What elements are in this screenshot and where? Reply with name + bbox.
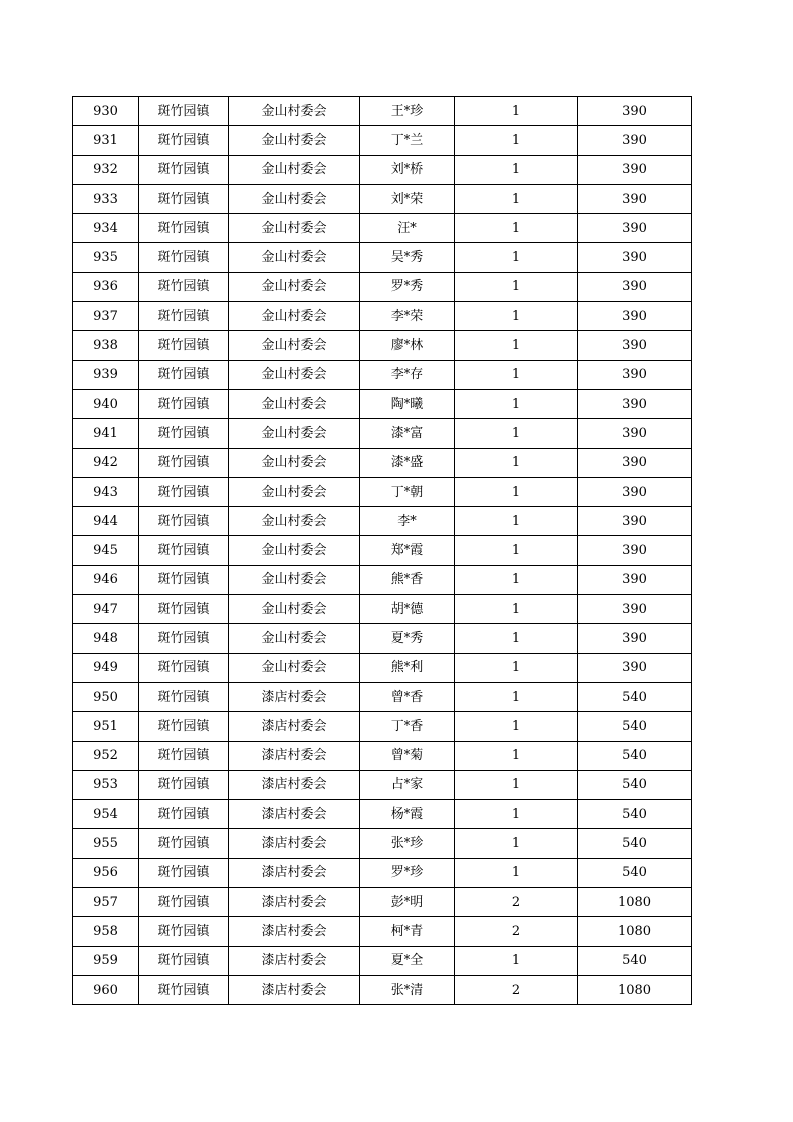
household-count-cell: 2 — [455, 917, 578, 946]
table-row — [73, 389, 692, 418]
village-committee-cell: 金山村委会 — [229, 126, 360, 155]
roster-table — [72, 96, 692, 1005]
name-cell: 丁*兰 — [360, 126, 455, 155]
serial-number-cell: 945 — [73, 536, 139, 565]
table-row — [73, 682, 692, 711]
town-cell: 斑竹园镇 — [139, 595, 229, 624]
name-cell: 丁*朝 — [360, 477, 455, 506]
name-cell: 郑*霞 — [360, 536, 455, 565]
village-committee-cell: 漆店村委会 — [229, 946, 360, 975]
household-count-cell: 1 — [455, 477, 578, 506]
serial-number-cell: 952 — [73, 741, 139, 770]
serial-number-cell: 939 — [73, 360, 139, 389]
name-cell: 漆*盛 — [360, 448, 455, 477]
town-cell: 斑竹园镇 — [139, 272, 229, 301]
household-count-cell: 1 — [455, 653, 578, 682]
household-count-cell: 1 — [455, 448, 578, 477]
serial-number-cell: 951 — [73, 712, 139, 741]
village-committee-cell: 金山村委会 — [229, 184, 360, 213]
name-cell: 王*珍 — [360, 97, 455, 126]
household-count-cell: 1 — [455, 536, 578, 565]
household-count-cell: 1 — [455, 800, 578, 829]
village-committee-cell: 金山村委会 — [229, 595, 360, 624]
name-cell: 熊*利 — [360, 653, 455, 682]
table-row — [73, 946, 692, 975]
serial-number-cell: 931 — [73, 126, 139, 155]
name-cell: 李*荣 — [360, 302, 455, 331]
amount-cell: 390 — [578, 419, 692, 448]
amount-cell: 540 — [578, 800, 692, 829]
name-cell: 廖*林 — [360, 331, 455, 360]
amount-cell: 390 — [578, 595, 692, 624]
name-cell: 夏*秀 — [360, 624, 455, 653]
village-committee-cell: 金山村委会 — [229, 302, 360, 331]
amount-cell: 1080 — [578, 917, 692, 946]
town-cell: 斑竹园镇 — [139, 389, 229, 418]
serial-number-cell: 943 — [73, 477, 139, 506]
serial-number-cell: 955 — [73, 829, 139, 858]
table-row — [73, 829, 692, 858]
town-cell: 斑竹园镇 — [139, 536, 229, 565]
serial-number-cell: 941 — [73, 419, 139, 448]
serial-number-cell: 950 — [73, 682, 139, 711]
table-row — [73, 858, 692, 887]
household-count-cell: 1 — [455, 624, 578, 653]
village-committee-cell: 漆店村委会 — [229, 712, 360, 741]
village-committee-cell: 金山村委会 — [229, 624, 360, 653]
village-committee-cell: 漆店村委会 — [229, 858, 360, 887]
table-row — [73, 565, 692, 594]
serial-number-cell: 959 — [73, 946, 139, 975]
table-row — [73, 741, 692, 770]
town-cell: 斑竹园镇 — [139, 155, 229, 184]
serial-number-cell: 949 — [73, 653, 139, 682]
village-committee-cell: 金山村委会 — [229, 360, 360, 389]
town-cell: 斑竹园镇 — [139, 946, 229, 975]
town-cell: 斑竹园镇 — [139, 624, 229, 653]
amount-cell: 540 — [578, 858, 692, 887]
household-count-cell: 1 — [455, 507, 578, 536]
table-row — [73, 917, 692, 946]
amount-cell: 540 — [578, 829, 692, 858]
town-cell: 斑竹园镇 — [139, 507, 229, 536]
amount-cell: 540 — [578, 946, 692, 975]
village-committee-cell: 漆店村委会 — [229, 888, 360, 917]
name-cell: 曾*香 — [360, 682, 455, 711]
amount-cell: 390 — [578, 214, 692, 243]
name-cell: 李* — [360, 507, 455, 536]
serial-number-cell: 930 — [73, 97, 139, 126]
household-count-cell: 1 — [455, 858, 578, 887]
name-cell: 张*清 — [360, 975, 455, 1004]
village-committee-cell: 金山村委会 — [229, 155, 360, 184]
village-committee-cell: 金山村委会 — [229, 653, 360, 682]
amount-cell: 540 — [578, 682, 692, 711]
table-row — [73, 624, 692, 653]
town-cell: 斑竹园镇 — [139, 214, 229, 243]
village-committee-cell: 金山村委会 — [229, 97, 360, 126]
table-row — [73, 272, 692, 301]
name-cell: 曾*菊 — [360, 741, 455, 770]
town-cell: 斑竹园镇 — [139, 770, 229, 799]
serial-number-cell: 936 — [73, 272, 139, 301]
household-count-cell: 1 — [455, 97, 578, 126]
serial-number-cell: 948 — [73, 624, 139, 653]
amount-cell: 390 — [578, 536, 692, 565]
amount-cell: 390 — [578, 302, 692, 331]
village-committee-cell: 金山村委会 — [229, 477, 360, 506]
table-row — [73, 653, 692, 682]
table-row — [73, 155, 692, 184]
table-row — [73, 302, 692, 331]
village-committee-cell: 漆店村委会 — [229, 975, 360, 1004]
amount-cell: 390 — [578, 624, 692, 653]
table-row — [73, 331, 692, 360]
serial-number-cell: 932 — [73, 155, 139, 184]
roster-body — [73, 97, 692, 1005]
town-cell: 斑竹园镇 — [139, 331, 229, 360]
village-committee-cell: 漆店村委会 — [229, 741, 360, 770]
town-cell: 斑竹园镇 — [139, 975, 229, 1004]
village-committee-cell: 漆店村委会 — [229, 800, 360, 829]
amount-cell: 390 — [578, 97, 692, 126]
household-count-cell: 1 — [455, 741, 578, 770]
household-count-cell: 1 — [455, 770, 578, 799]
amount-cell: 540 — [578, 712, 692, 741]
name-cell: 刘*桥 — [360, 155, 455, 184]
table-row — [73, 800, 692, 829]
town-cell: 斑竹园镇 — [139, 741, 229, 770]
town-cell: 斑竹园镇 — [139, 800, 229, 829]
town-cell: 斑竹园镇 — [139, 888, 229, 917]
amount-cell: 1080 — [578, 975, 692, 1004]
household-count-cell: 1 — [455, 595, 578, 624]
name-cell: 熊*香 — [360, 565, 455, 594]
town-cell: 斑竹园镇 — [139, 419, 229, 448]
serial-number-cell: 937 — [73, 302, 139, 331]
village-committee-cell: 金山村委会 — [229, 565, 360, 594]
town-cell: 斑竹园镇 — [139, 448, 229, 477]
name-cell: 李*存 — [360, 360, 455, 389]
serial-number-cell: 940 — [73, 389, 139, 418]
amount-cell: 390 — [578, 155, 692, 184]
village-committee-cell: 金山村委会 — [229, 507, 360, 536]
name-cell: 陶*曦 — [360, 389, 455, 418]
name-cell: 汪* — [360, 214, 455, 243]
serial-number-cell: 933 — [73, 184, 139, 213]
household-count-cell: 2 — [455, 975, 578, 1004]
amount-cell: 390 — [578, 507, 692, 536]
name-cell: 漆*富 — [360, 419, 455, 448]
name-cell: 夏*全 — [360, 946, 455, 975]
amount-cell: 1080 — [578, 888, 692, 917]
village-committee-cell: 漆店村委会 — [229, 770, 360, 799]
town-cell: 斑竹园镇 — [139, 653, 229, 682]
table-row — [73, 214, 692, 243]
serial-number-cell: 938 — [73, 331, 139, 360]
household-count-cell: 1 — [455, 829, 578, 858]
village-committee-cell: 漆店村委会 — [229, 682, 360, 711]
town-cell: 斑竹园镇 — [139, 302, 229, 331]
amount-cell: 390 — [578, 360, 692, 389]
town-cell: 斑竹园镇 — [139, 858, 229, 887]
table-row — [73, 712, 692, 741]
town-cell: 斑竹园镇 — [139, 243, 229, 272]
table-row — [73, 448, 692, 477]
amount-cell: 390 — [578, 184, 692, 213]
name-cell: 吴*秀 — [360, 243, 455, 272]
serial-number-cell: 942 — [73, 448, 139, 477]
serial-number-cell: 935 — [73, 243, 139, 272]
serial-number-cell: 957 — [73, 888, 139, 917]
town-cell: 斑竹园镇 — [139, 712, 229, 741]
name-cell: 占*家 — [360, 770, 455, 799]
household-count-cell: 1 — [455, 360, 578, 389]
name-cell: 罗*珍 — [360, 858, 455, 887]
household-count-cell: 1 — [455, 184, 578, 213]
table-row — [73, 975, 692, 1004]
household-count-cell: 1 — [455, 946, 578, 975]
household-count-cell: 1 — [455, 243, 578, 272]
village-committee-cell: 金山村委会 — [229, 272, 360, 301]
household-count-cell: 1 — [455, 565, 578, 594]
serial-number-cell: 934 — [73, 214, 139, 243]
household-count-cell: 1 — [455, 126, 578, 155]
serial-number-cell: 960 — [73, 975, 139, 1004]
amount-cell: 390 — [578, 389, 692, 418]
household-count-cell: 1 — [455, 682, 578, 711]
town-cell: 斑竹园镇 — [139, 97, 229, 126]
name-cell: 丁*香 — [360, 712, 455, 741]
household-count-cell: 1 — [455, 419, 578, 448]
household-count-cell: 2 — [455, 888, 578, 917]
village-committee-cell: 金山村委会 — [229, 214, 360, 243]
serial-number-cell: 944 — [73, 507, 139, 536]
table-row — [73, 888, 692, 917]
household-count-cell: 1 — [455, 712, 578, 741]
amount-cell: 390 — [578, 653, 692, 682]
serial-number-cell: 953 — [73, 770, 139, 799]
serial-number-cell: 946 — [73, 565, 139, 594]
name-cell: 胡*德 — [360, 595, 455, 624]
household-count-cell: 1 — [455, 272, 578, 301]
amount-cell: 540 — [578, 770, 692, 799]
village-committee-cell: 金山村委会 — [229, 331, 360, 360]
table-row — [73, 507, 692, 536]
table-row — [73, 360, 692, 389]
household-count-cell: 1 — [455, 302, 578, 331]
household-count-cell: 1 — [455, 331, 578, 360]
name-cell: 张*珍 — [360, 829, 455, 858]
town-cell: 斑竹园镇 — [139, 360, 229, 389]
serial-number-cell: 947 — [73, 595, 139, 624]
table-row — [73, 184, 692, 213]
town-cell: 斑竹园镇 — [139, 829, 229, 858]
amount-cell: 390 — [578, 477, 692, 506]
household-count-cell: 1 — [455, 214, 578, 243]
table-row — [73, 419, 692, 448]
serial-number-cell: 958 — [73, 917, 139, 946]
name-cell: 刘*荣 — [360, 184, 455, 213]
name-cell: 彭*明 — [360, 888, 455, 917]
village-committee-cell: 漆店村委会 — [229, 829, 360, 858]
serial-number-cell: 954 — [73, 800, 139, 829]
table-row — [73, 536, 692, 565]
amount-cell: 390 — [578, 448, 692, 477]
village-committee-cell: 金山村委会 — [229, 448, 360, 477]
amount-cell: 390 — [578, 565, 692, 594]
household-count-cell: 1 — [455, 155, 578, 184]
table-row — [73, 126, 692, 155]
serial-number-cell: 956 — [73, 858, 139, 887]
table-row — [73, 97, 692, 126]
village-committee-cell: 金山村委会 — [229, 243, 360, 272]
table-row — [73, 243, 692, 272]
village-committee-cell: 金山村委会 — [229, 536, 360, 565]
table-row — [73, 477, 692, 506]
town-cell: 斑竹园镇 — [139, 565, 229, 594]
name-cell: 罗*秀 — [360, 272, 455, 301]
name-cell: 杨*霞 — [360, 800, 455, 829]
name-cell: 柯*青 — [360, 917, 455, 946]
amount-cell: 540 — [578, 741, 692, 770]
town-cell: 斑竹园镇 — [139, 682, 229, 711]
amount-cell: 390 — [578, 243, 692, 272]
amount-cell: 390 — [578, 272, 692, 301]
table-row — [73, 770, 692, 799]
amount-cell: 390 — [578, 331, 692, 360]
village-committee-cell: 金山村委会 — [229, 419, 360, 448]
village-committee-cell: 金山村委会 — [229, 389, 360, 418]
village-committee-cell: 漆店村委会 — [229, 917, 360, 946]
amount-cell: 390 — [578, 126, 692, 155]
table-row — [73, 595, 692, 624]
household-count-cell: 1 — [455, 389, 578, 418]
town-cell: 斑竹园镇 — [139, 917, 229, 946]
town-cell: 斑竹园镇 — [139, 184, 229, 213]
town-cell: 斑竹园镇 — [139, 126, 229, 155]
town-cell: 斑竹园镇 — [139, 477, 229, 506]
